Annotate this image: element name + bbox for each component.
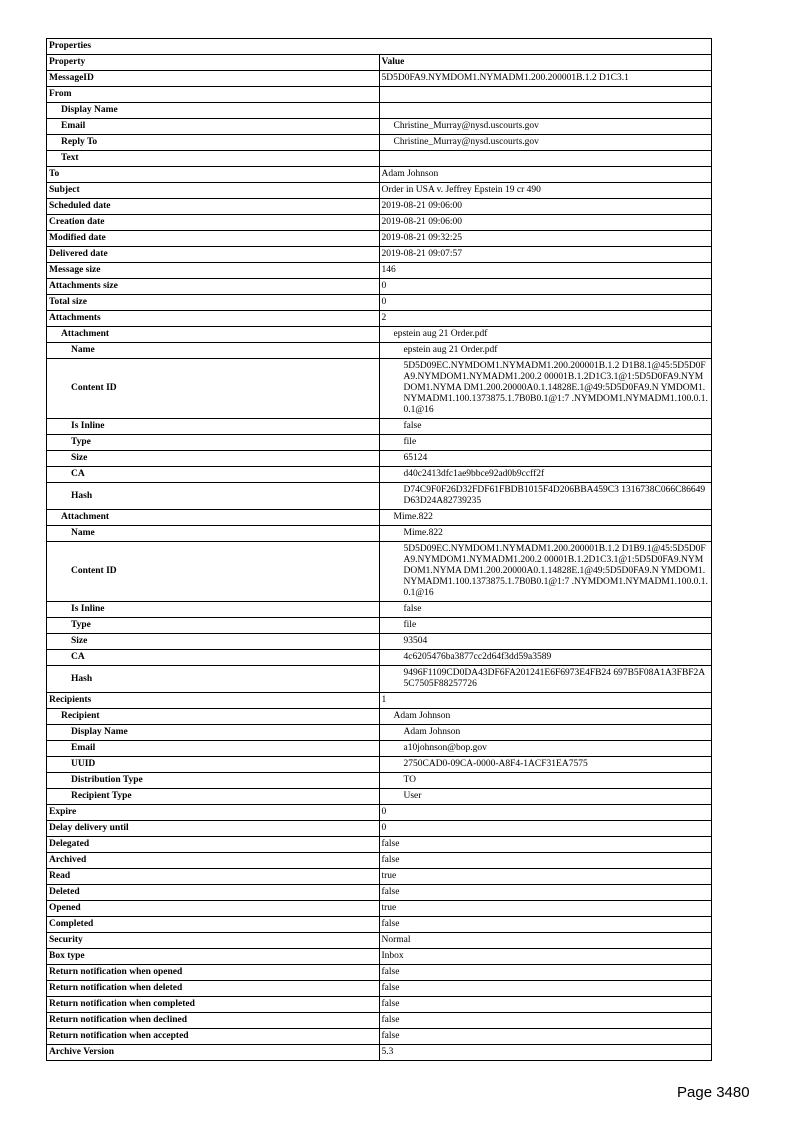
property-row	[47, 199, 712, 215]
property-row	[47, 837, 712, 853]
property-value: 4c6205476ba3877cc2d64f3dd59a3589	[379, 650, 712, 666]
property-key: Name	[47, 343, 380, 359]
property-key: Type	[47, 618, 380, 634]
property-row	[47, 359, 712, 419]
property-value: 2	[379, 311, 712, 327]
property-key: Message size	[47, 263, 380, 279]
property-row	[47, 602, 712, 618]
property-key: Attachment	[47, 327, 380, 343]
property-value: 2019-08-21 09:06:00	[379, 215, 712, 231]
property-row	[47, 709, 712, 725]
property-value: 0	[379, 295, 712, 311]
property-key: Attachment	[47, 510, 380, 526]
property-row	[47, 933, 712, 949]
property-row	[47, 279, 712, 295]
property-value	[379, 151, 712, 167]
property-key: Name	[47, 526, 380, 542]
property-value: false	[379, 1029, 712, 1045]
property-key: Content ID	[47, 542, 380, 602]
property-value: 2750CAD0-09CA-0000-A8F4-1ACF31EA7575	[379, 757, 712, 773]
property-key: Email	[47, 119, 380, 135]
property-value	[379, 87, 712, 103]
property-key: Expire	[47, 805, 380, 821]
property-value: false	[379, 917, 712, 933]
property-value: file	[379, 435, 712, 451]
property-value: epstein aug 21 Order.pdf	[379, 327, 712, 343]
property-key: Is Inline	[47, 419, 380, 435]
property-value: 65124	[379, 451, 712, 467]
property-value: false	[379, 981, 712, 997]
property-value: 0	[379, 821, 712, 837]
property-key: Distribution Type	[47, 773, 380, 789]
property-row	[47, 295, 712, 311]
header-value: Value	[379, 55, 712, 71]
property-key: Return notification when accepted	[47, 1029, 380, 1045]
property-key: UUID	[47, 757, 380, 773]
property-value: true	[379, 869, 712, 885]
property-row	[47, 650, 712, 666]
property-key: Reply To	[47, 135, 380, 151]
property-value: false	[379, 885, 712, 901]
page-number: Page 3480	[677, 1084, 750, 1101]
property-key: From	[47, 87, 380, 103]
property-value: epstein aug 21 Order.pdf	[379, 343, 712, 359]
property-row	[47, 789, 712, 805]
property-key: Attachments	[47, 311, 380, 327]
property-key: Size	[47, 634, 380, 650]
property-key: Return notification when completed	[47, 997, 380, 1013]
property-row	[47, 901, 712, 917]
property-row	[47, 119, 712, 135]
property-key: Type	[47, 435, 380, 451]
property-row	[47, 247, 712, 263]
property-value: TO	[379, 773, 712, 789]
property-row	[47, 885, 712, 901]
property-row	[47, 343, 712, 359]
property-value: 2019-08-21 09:07:57	[379, 247, 712, 263]
property-row	[47, 231, 712, 247]
property-row	[47, 618, 712, 634]
property-value: 93504	[379, 634, 712, 650]
property-value: 1	[379, 693, 712, 709]
property-value: 5D5D09EC.NYMDOM1.NYMADM1.200.200001B.1.2 D1B8.1@45:5D5D0FA9.NYMDOM1.NYMADM1.200.2 00001B.1.2D1C3.1@1:5D5D0FA9.NYMDOM1.NYMA DM1.200.20000A0.1.14828E.1@49:5D5D0FA9.N YMDOM1.NYMADM1.100.1373875.1.7B0B0.1@1:7 .NYMDOM1.NYMADM1.100.0.1.0.1@16	[379, 359, 712, 419]
property-key: Recipients	[47, 693, 380, 709]
property-key: Recipient Type	[47, 789, 380, 805]
property-key: Archived	[47, 853, 380, 869]
property-value: false	[379, 419, 712, 435]
property-row	[47, 725, 712, 741]
property-key: Return notification when deleted	[47, 981, 380, 997]
property-key: MessageID	[47, 71, 380, 87]
property-row	[47, 741, 712, 757]
property-key: Delivered date	[47, 247, 380, 263]
property-key: Subject	[47, 183, 380, 199]
properties-table-body	[47, 39, 712, 1061]
property-row	[47, 71, 712, 87]
property-key: Deleted	[47, 885, 380, 901]
property-row	[47, 869, 712, 885]
property-row	[47, 757, 712, 773]
section-title-row	[47, 39, 712, 55]
property-row	[47, 693, 712, 709]
property-value: a10johnson@bop.gov	[379, 741, 712, 757]
property-row	[47, 526, 712, 542]
property-row	[47, 821, 712, 837]
property-value: 2019-08-21 09:06:00	[379, 199, 712, 215]
property-key: To	[47, 167, 380, 183]
property-key: Opened	[47, 901, 380, 917]
property-value: file	[379, 618, 712, 634]
property-key: Size	[47, 451, 380, 467]
property-key: Display Name	[47, 725, 380, 741]
property-key: Completed	[47, 917, 380, 933]
property-value: d40c2413dfc1ae9bbce92ad0b9ccff2f	[379, 467, 712, 483]
property-row	[47, 949, 712, 965]
property-key: Total size	[47, 295, 380, 311]
header-property: Property	[47, 55, 380, 71]
property-key: Hash	[47, 483, 380, 510]
property-key: Return notification when opened	[47, 965, 380, 981]
property-row	[47, 773, 712, 789]
property-row	[47, 542, 712, 602]
property-row	[47, 510, 712, 526]
property-value: Normal	[379, 933, 712, 949]
property-key: Box type	[47, 949, 380, 965]
property-row	[47, 327, 712, 343]
property-key: Archive Version	[47, 1045, 380, 1061]
property-row	[47, 1013, 712, 1029]
property-row	[47, 419, 712, 435]
property-value: 5D5D09EC.NYMDOM1.NYMADM1.200.200001B.1.2 D1B9.1@45:5D5D0FA9.NYMDOM1.NYMADM1.200.2 00001B.1.2D1C3.1@1:5D5D0FA9.NYMDOM1.NYMA DM1.200.20000A0.1.14828E.1@49:5D5D0FA9.N YMDOM1.NYMADM1.100.1373875.1.7B0B0.1@1:7 .NYMDOM1.NYMADM1.100.0.1.0.1@16	[379, 542, 712, 602]
property-row	[47, 981, 712, 997]
property-key: Creation date	[47, 215, 380, 231]
property-key: Attachments size	[47, 279, 380, 295]
property-value: true	[379, 901, 712, 917]
property-value: false	[379, 997, 712, 1013]
property-value: 5D5D0FA9.NYMDOM1.NYMADM1.200.200001B.1.2 D1C3.1	[379, 71, 712, 87]
property-row	[47, 666, 712, 693]
property-key: Scheduled date	[47, 199, 380, 215]
property-row	[47, 1045, 712, 1061]
property-row	[47, 483, 712, 510]
property-row	[47, 263, 712, 279]
property-value: User	[379, 789, 712, 805]
property-row	[47, 103, 712, 119]
property-value: false	[379, 853, 712, 869]
property-row	[47, 451, 712, 467]
property-value: Mime.822	[379, 510, 712, 526]
property-value: Adam Johnson	[379, 725, 712, 741]
property-key: Delegated	[47, 837, 380, 853]
property-row	[47, 87, 712, 103]
property-value: Adam Johnson	[379, 167, 712, 183]
property-row	[47, 917, 712, 933]
property-value: Christine_Murray@nysd.uscourts.gov	[379, 135, 712, 151]
property-row	[47, 965, 712, 981]
property-key: Display Name	[47, 103, 380, 119]
property-row	[47, 634, 712, 650]
property-row	[47, 997, 712, 1013]
property-row	[47, 135, 712, 151]
property-value: 2019-08-21 09:32:25	[379, 231, 712, 247]
property-row	[47, 853, 712, 869]
property-key: Security	[47, 933, 380, 949]
property-value: Order in USA v. Jeffrey Epstein 19 cr 490	[379, 183, 712, 199]
property-key: CA	[47, 650, 380, 666]
property-value: false	[379, 602, 712, 618]
property-key: Text	[47, 151, 380, 167]
property-key: Recipient	[47, 709, 380, 725]
property-key: Modified date	[47, 231, 380, 247]
property-row	[47, 311, 712, 327]
property-row	[47, 805, 712, 821]
property-value: 9496F1109CD0DA43DF6FA201241E6F6973E4FB24 697B5F08A1A3FBF2A5C7505F88257726	[379, 666, 712, 693]
property-key: Is Inline	[47, 602, 380, 618]
property-value: 5.3	[379, 1045, 712, 1061]
header-row	[47, 55, 712, 71]
property-value: Mime.822	[379, 526, 712, 542]
property-value: 0	[379, 805, 712, 821]
property-key: Hash	[47, 666, 380, 693]
property-value: Adam Johnson	[379, 709, 712, 725]
property-value: 146	[379, 263, 712, 279]
property-value: D74C9F0F26D32FDF61FBDB1015F4D206BBA459C3 1316738C066C86649D63D24A82739235	[379, 483, 712, 510]
property-value: 0	[379, 279, 712, 295]
property-row	[47, 183, 712, 199]
property-row	[47, 467, 712, 483]
property-key: Content ID	[47, 359, 380, 419]
property-key: Email	[47, 741, 380, 757]
property-value	[379, 103, 712, 119]
property-row	[47, 151, 712, 167]
property-value: Christine_Murray@nysd.uscourts.gov	[379, 119, 712, 135]
property-value: false	[379, 837, 712, 853]
property-key: Read	[47, 869, 380, 885]
property-row	[47, 435, 712, 451]
property-key: CA	[47, 467, 380, 483]
property-value: Inbox	[379, 949, 712, 965]
property-value: false	[379, 965, 712, 981]
property-key: Delay delivery until	[47, 821, 380, 837]
property-key: Return notification when declined	[47, 1013, 380, 1029]
section-title: Properties	[47, 39, 712, 55]
properties-table	[46, 38, 712, 1061]
property-row	[47, 1029, 712, 1045]
property-row	[47, 215, 712, 231]
property-row	[47, 167, 712, 183]
property-value: false	[379, 1013, 712, 1029]
